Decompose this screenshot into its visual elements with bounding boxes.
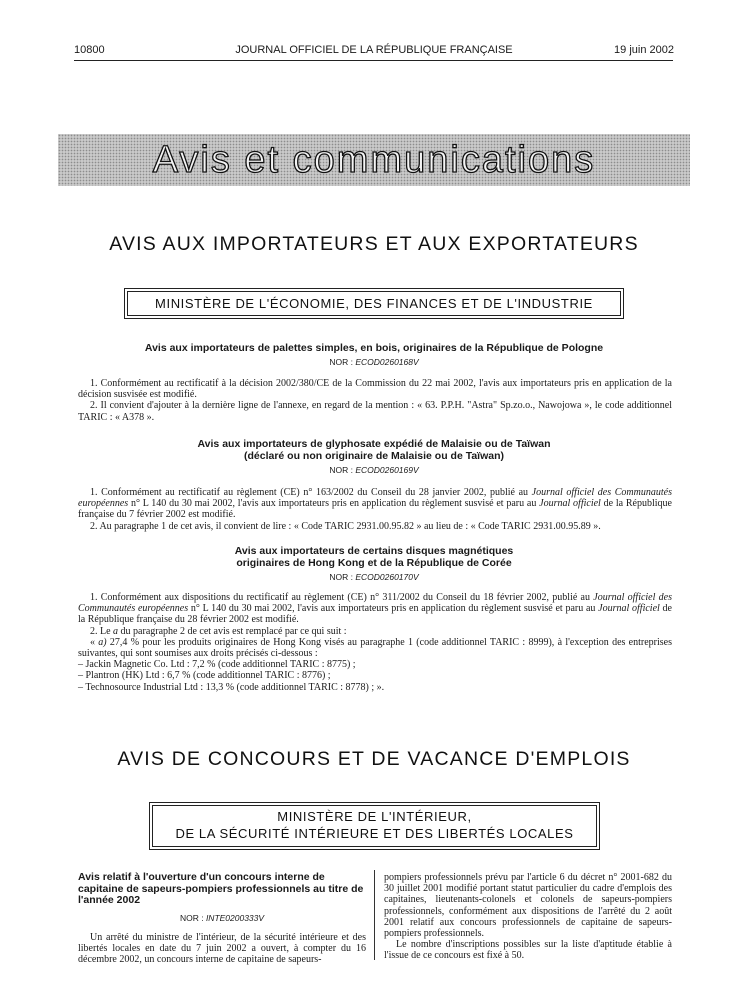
nor-code: INTE0200333V <box>205 912 265 923</box>
nor-label: NOR : <box>329 357 353 367</box>
ministry-name: MINISTÈRE DE L'ÉCONOMIE, DES FINANCES ET DE L'INDUSTRIE <box>155 296 593 311</box>
avis-body-glyphosate <box>78 487 672 532</box>
section-banner <box>58 134 690 186</box>
list-item: – Plantron (HK) Ltd : 6,7 % (code additionnel TARIC : 8776) ; <box>78 670 331 682</box>
paragraph: 2. Il convient d'ajouter à la dernière ligne de l'annexe, en regard de la mention : « 63. P.P.H. "Astra" Sp.zo.o., Nawojowa », le code additionnel TARIC : « A378 ». <box>78 400 672 423</box>
heading-line: (déclaré ou non originaire de Malaisie ou de Taïwan) <box>243 450 505 462</box>
heading-line: Avis aux importateurs de glyphosate expédié de Malaisie ou de Taïwan <box>197 438 551 450</box>
nor-line <box>0 465 748 476</box>
avis-heading-concours: Avis relatif à l'ouverture d'un concours interne de capitaine de sapeurs-pompiers professionnels au titre de l'année 2002 <box>78 871 364 906</box>
banner-title: Avis et communications <box>152 139 596 181</box>
paragraph: Un arrêté du ministre de l'intérieur, de la sécurité intérieure et des libertés locales en date du 7 juin 2002 a ouvert, à compter du 16 décembre 2002, un concours interne de capitaine de sapeurs- <box>78 931 366 965</box>
paragraph: 1. Conformément au rectificatif à la décision 2002/380/CE de la Commission du 22 mai 2002, l'avis aux importateurs pris en application de la décision susvisée est modifié. <box>78 378 672 401</box>
nor-code: ECOD0260170V <box>355 572 419 582</box>
section-title-importateurs: AVIS AUX IMPORTATEURS ET AUX EXPORTATEURS <box>109 233 639 255</box>
paragraph: « a) 27,4 % pour les produits originaires de Hong Kong visés au paragraphe 1 (code additionnel TARIC : 8999), à l'exception des entreprises suivantes, qui sont soumises aux droits précisés ci-dessous : <box>78 636 673 660</box>
issue-date: 19 juin 2002 <box>614 44 674 56</box>
paragraph: pompiers professionnels prévu par l'article 6 du décret n° 2001-682 du 30 juillet 2001 modifié portant statut particulier du cadre d'emplois des capitaines, lieutenants-colonels et colonels de sapeurs-pompiers professionnels, conformément aux dispositions de l'arrêté du 2 août 2001 relatif aux concours professionnels de capitaine de sapeurs-pompiers professionnels. <box>384 872 672 940</box>
journal-title: JOURNAL OFFICIEL DE LA RÉPUBLIQUE FRANÇAISE <box>235 44 513 56</box>
ministry-name-line: DE LA SÉCURITÉ INTÉRIEURE ET DES LIBERTÉS LOCALES <box>175 826 574 841</box>
paragraph: 1. Conformément au rectificatif au règlement (CE) n° 163/2002 du Conseil du 28 janvier 2002, publié au Journal officiel des Communautés européennes n° L 140 du 30 mai 2002, l'avis aux importateurs pris en application du règlement susvisé et paru au Journal officiel de la République française du 7 février 2002 est modifié. <box>78 487 672 521</box>
column-divider <box>374 870 375 960</box>
section-title-concours: AVIS DE CONCOURS ET DE VACANCE D'EMPLOIS <box>117 748 631 770</box>
paragraph: 2. Au paragraphe 1 de cet avis, il convient de lire : « Code TARIC 2931.00.95.82 » au lieu de : « Code TARIC 2931.00.95.89 ». <box>90 520 601 532</box>
ministry-box-economie <box>127 291 621 316</box>
avis-body-disques <box>78 592 672 693</box>
avis-heading-palettes: Avis aux importateurs de palettes simples, en bois, originaires de la République de Pologne <box>144 342 604 354</box>
paragraph: 2. Le a du paragraphe 2 de cet avis est remplacé par ce qui suit : <box>90 625 347 637</box>
page-number: 10800 <box>74 44 105 56</box>
header-rule <box>74 60 673 61</box>
column-left <box>78 872 366 965</box>
paragraph: 1. Conformément aux dispositions du rectificatif au règlement (CE) n° 311/2002 du Conseil du 18 février 2002, publié au Journal officiel des Communautés européennes n° L 140 du 30 mai 2002, l'avis aux importateurs pris en application du règlement susvisé et paru au Journal officiel de la République française du 28 février 2002 est modifié. <box>78 592 672 626</box>
nor-label: NOR : <box>179 912 204 923</box>
column-right <box>384 872 672 962</box>
avis-body-palettes <box>78 378 672 423</box>
heading-line: originaires de Hong Kong et de la République de Corée <box>236 557 512 569</box>
heading-line: Avis aux importateurs de certains disques magnétiques <box>234 545 514 557</box>
nor-line <box>0 572 748 583</box>
nor-code: ECOD0260168V <box>355 357 419 367</box>
nor-line <box>78 913 366 924</box>
avis-heading-glyphosate <box>0 438 748 462</box>
nor-line <box>0 357 748 368</box>
list-item: – Jackin Magnetic Co. Ltd : 7,2 % (code additionnel TARIC : 8775) ; <box>78 659 356 671</box>
avis-heading-disques <box>0 545 748 569</box>
ministry-box-interieur <box>152 805 597 847</box>
nor-label: NOR : <box>329 572 353 582</box>
list-item: – Technosource Industrial Ltd : 13,3 % (code additionnel TARIC : 8778) ; ». <box>78 681 385 693</box>
ministry-name-line: MINISTÈRE DE L'INTÉRIEUR, <box>277 809 472 824</box>
nor-label: NOR : <box>329 465 353 475</box>
nor-code: ECOD0260169V <box>355 465 419 475</box>
paragraph: Le nombre d'inscriptions possibles sur la liste d'aptitude établie à l'issue de ce concours est fixé à 50. <box>384 939 672 962</box>
